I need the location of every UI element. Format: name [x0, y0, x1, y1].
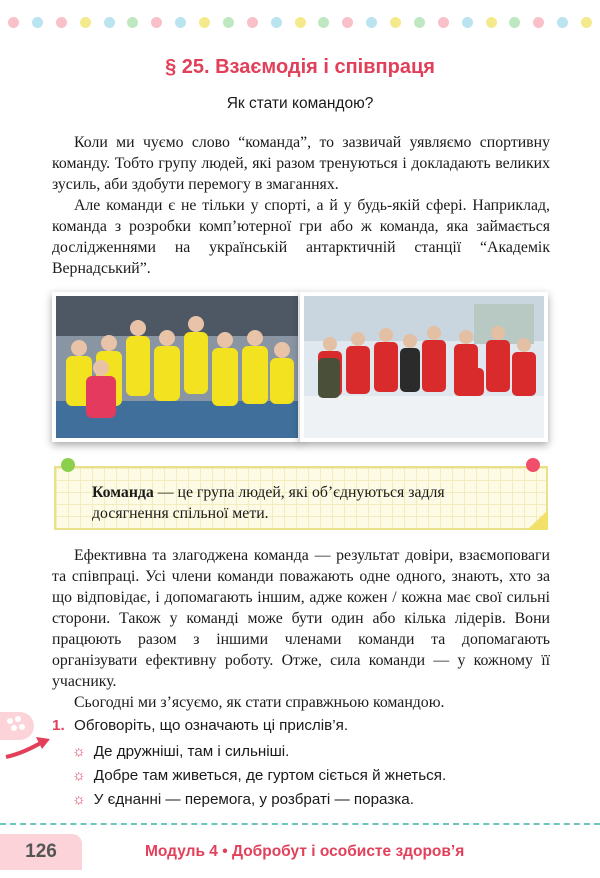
proverb-text: Де дружніші, там і сильніші.: [93, 743, 290, 760]
decorative-dots: [8, 17, 592, 29]
proverb-item: [72, 791, 414, 808]
footer-divider: [0, 823, 600, 825]
section-subtitle: Як стати командою?: [226, 95, 374, 112]
definition-box: [54, 466, 548, 530]
sun-bullet-icon: ☼: [72, 743, 86, 760]
definition-text: [92, 482, 522, 524]
football-team-photo: [52, 292, 302, 442]
green-pin-icon: [61, 458, 75, 472]
proverb-item: [72, 767, 446, 784]
sun-bullet-icon: ☼: [72, 767, 86, 784]
intro-paragraph-1: Коли ми чуємо слово “команда”, то зазвичай уявляємо спортивну команду. Тобто групу людей, які разом тренуються і докладають великих зусиль, аби здобути перемогу в змаганнях.: [52, 134, 550, 193]
body-paragraph-1: Ефективна та злагоджена команда — результат довіри, взаємоповаги та співпраці. Усі члени команди поважають одне одного, знають, хто за що відповідає, і допомагають іншим, адже кожен / кожна має свої сильні сторони. Також у команді може бути один або кілька лідерів. Вони працюють разом з іншими членами команди та допомагають організувати ефективну роботу. Отже, сила команди — у кожному її учаснику.: [52, 547, 550, 690]
red-pin-icon: [526, 458, 540, 472]
proverb-text: Добре там живеться, де гуртом сіється й жнеться.: [93, 767, 447, 784]
module-title: Модуль 4 • Добробут і особисте здоров’я: [145, 843, 465, 860]
football-team-photo-icon: [56, 296, 298, 438]
proverb-item: [72, 743, 289, 760]
intro-paragraph-2: Але команди є не тільки у спорті, а й у будь-якій сфері. Наприклад, команда з розробки комп’ютерної гри або ж команда, яка займається дослідженнями на українській антарктичній станції “Академік Вернадський”.: [52, 197, 550, 277]
section-title: § 25. Взаємодія і співпраця: [165, 56, 435, 78]
definition-term: Команда: [92, 484, 154, 501]
definition-body: — це група людей, які об’єднуються задля досягнення спільної мети.: [92, 484, 445, 522]
folded-corner-icon: [527, 510, 548, 530]
task-instruction: Обговоріть, що означають ці прислів’я.: [74, 717, 349, 734]
body-paragraph-2: Сьогодні ми з’ясуємо, як стати справжньою командою.: [74, 694, 445, 711]
page-number: 126: [0, 834, 82, 870]
antarctic-expedition-photo: [300, 292, 548, 442]
sun-bullet-icon: ☼: [72, 791, 86, 808]
antarctic-expedition-photo-icon: [304, 296, 544, 438]
task-number: 1.: [52, 717, 65, 734]
arrow-icon: [4, 735, 52, 763]
proverb-text: У єднанні — перемога, у розбраті — поразка.: [93, 791, 414, 808]
